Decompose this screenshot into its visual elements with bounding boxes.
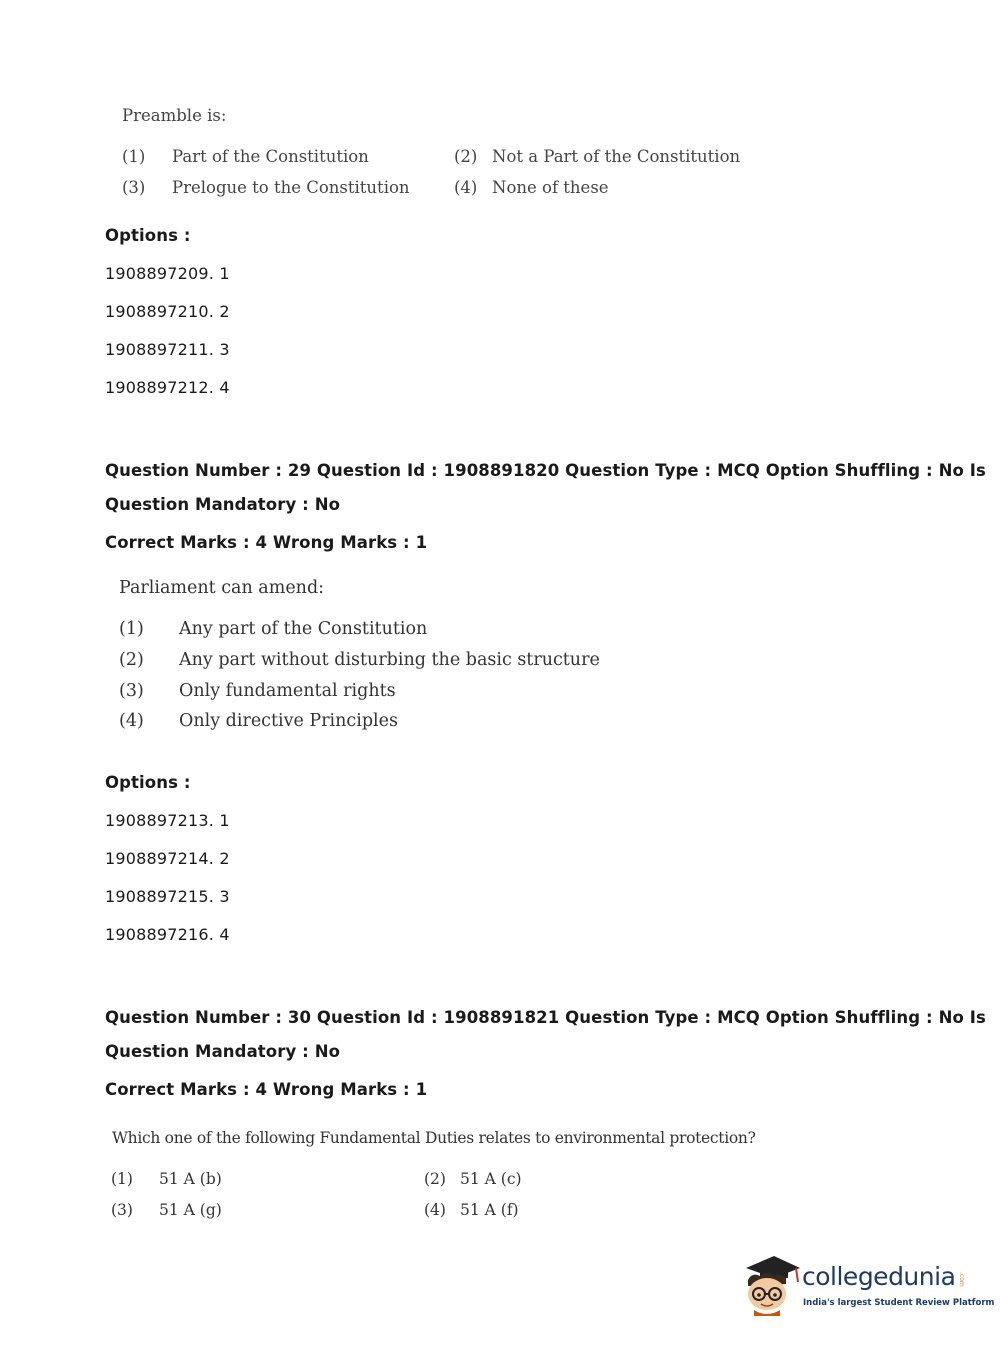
logo-domain-suffix: .com [958, 1272, 965, 1287]
option-4: (4) None of these [454, 178, 609, 197]
options-label: Options : [105, 773, 191, 792]
answer-id: 1908897215. 3 [105, 887, 230, 906]
answer-id: 1908897209. 1 [105, 264, 230, 283]
answer-id: 1908897212. 4 [105, 378, 230, 397]
answer-id: 1908897210. 2 [105, 302, 230, 321]
question-header: Question Number : 30 Question Id : 1908891821 Question Type : MCQ Option Shuffling : No Is [105, 1008, 986, 1027]
question-stem: Preamble is: [122, 106, 227, 125]
logo-tagline: India's largest Student Review Platform [803, 1298, 995, 1308]
option-4: (4) Only directive Principles [119, 711, 398, 731]
options-label: Options : [105, 226, 191, 245]
question-stem: Parliament can amend: [119, 578, 325, 598]
option-4: (4) 51 A (f) [424, 1201, 519, 1219]
question-marks: Correct Marks : 4 Wrong Marks : 1 [105, 533, 428, 552]
answer-id: 1908897211. 3 [105, 340, 230, 359]
option-2: (2) Any part without disturbing the basic structure [119, 650, 600, 670]
question-mandatory: Question Mandatory : No [105, 1042, 341, 1061]
logo-wordmark: collegedunia [802, 1262, 956, 1291]
answer-id: 1908897216. 4 [105, 925, 230, 944]
option-3: (3) Only fundamental rights [119, 681, 396, 701]
question-stem: Which one of the following Fundamental Duties relates to environmental protection? [112, 1129, 756, 1147]
answer-id: 1908897213. 1 [105, 811, 230, 830]
option-1: (1) Part of the Constitution [122, 147, 369, 166]
question-header: Question Number : 29 Question Id : 1908891820 Question Type : MCQ Option Shuffling : No Is [105, 461, 986, 480]
option-1: (1) 51 A (b) [111, 1170, 222, 1188]
option-1: (1) Any part of the Constitution [119, 619, 428, 639]
option-2: (2) Not a Part of the Constitution [454, 147, 741, 166]
question-mandatory: Question Mandatory : No [105, 495, 341, 514]
answer-id: 1908897214. 2 [105, 849, 230, 868]
question-marks: Correct Marks : 4 Wrong Marks : 1 [105, 1080, 428, 1099]
option-3: (3) 51 A (g) [111, 1201, 222, 1219]
option-3: (3) Prelogue to the Constitution [122, 178, 410, 197]
mascot-icon [740, 1250, 802, 1320]
option-2: (2) 51 A (c) [424, 1170, 522, 1188]
